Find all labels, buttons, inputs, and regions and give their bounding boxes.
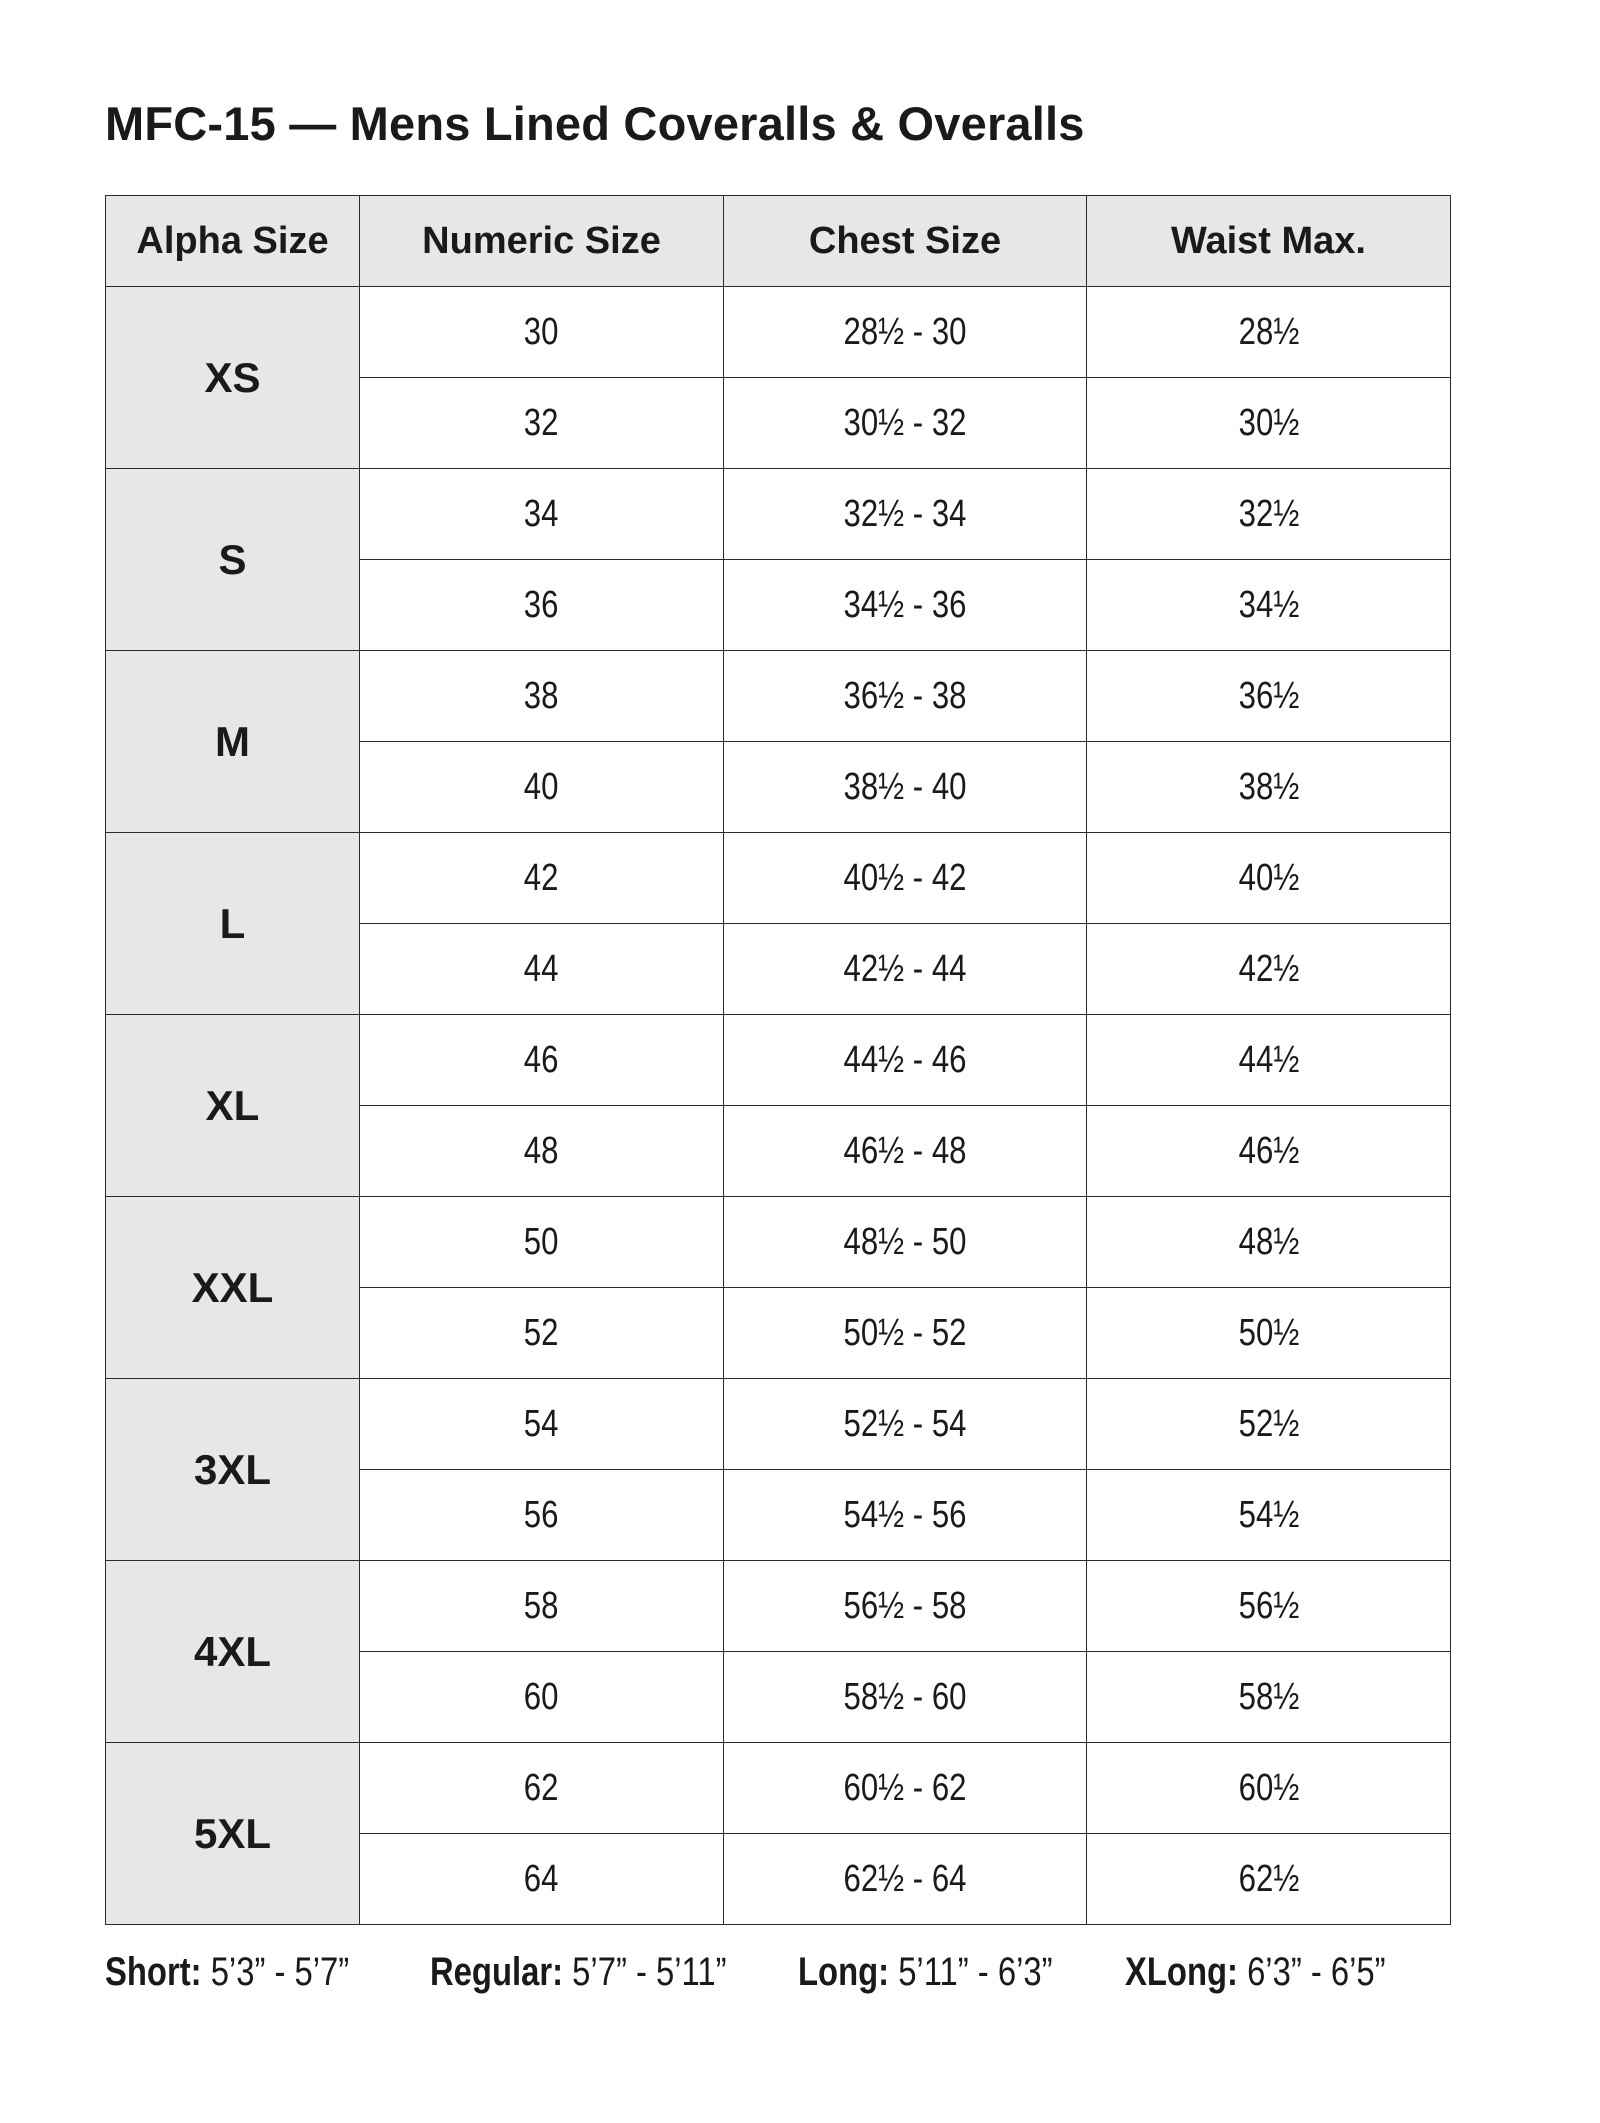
waist-value: 34½ <box>1238 583 1299 626</box>
chest-cell <box>724 651 1087 742</box>
numeric-cell <box>360 1015 724 1106</box>
chest-value: 40½ - 42 <box>843 856 967 899</box>
table-row <box>106 833 1451 924</box>
chest-value: 38½ - 40 <box>843 765 967 808</box>
table-header-row <box>106 196 1451 287</box>
waist-value: 38½ <box>1238 765 1299 808</box>
legend-short-value: 5’3” - 5’7” <box>210 1950 350 1994</box>
numeric-cell <box>360 287 724 378</box>
legend-regular <box>430 1950 727 1995</box>
table-row <box>106 1561 1451 1652</box>
alpha-size-cell: M <box>106 651 360 833</box>
chest-value: 34½ - 36 <box>843 583 967 626</box>
legend-xlong <box>1125 1950 1386 1995</box>
waist-cell <box>1087 1106 1451 1197</box>
waist-cell <box>1087 833 1451 924</box>
chest-cell <box>724 1106 1087 1197</box>
legend-xlong-label: XLong: <box>1125 1950 1238 1994</box>
legend-regular-label: Regular: <box>430 1950 564 1994</box>
chest-cell <box>724 1197 1087 1288</box>
table-row <box>106 1379 1451 1470</box>
waist-value: 52½ <box>1238 1402 1299 1445</box>
table-row <box>106 1015 1451 1106</box>
waist-value: 28½ <box>1238 310 1299 353</box>
chest-cell <box>724 469 1087 560</box>
waist-cell <box>1087 1015 1451 1106</box>
chest-value: 48½ - 50 <box>843 1220 967 1263</box>
numeric-value: 54 <box>524 1402 559 1445</box>
chest-value: 56½ - 58 <box>843 1584 967 1627</box>
chest-cell <box>724 833 1087 924</box>
numeric-cell <box>360 651 724 742</box>
waist-value: 48½ <box>1238 1220 1299 1263</box>
waist-value: 46½ <box>1238 1129 1299 1172</box>
table-row <box>106 651 1451 742</box>
numeric-value: 58 <box>524 1584 559 1627</box>
chest-value: 58½ - 60 <box>843 1675 967 1718</box>
numeric-cell <box>360 1652 724 1743</box>
chest-cell <box>724 742 1087 833</box>
waist-value: 58½ <box>1238 1675 1299 1718</box>
legend-regular-value: 5’7” - 5’11” <box>572 1950 727 1994</box>
table-row <box>106 1743 1451 1834</box>
numeric-value: 52 <box>524 1311 559 1354</box>
header-waist-max: Waist Max. <box>1087 196 1451 287</box>
chest-cell <box>724 1743 1087 1834</box>
table-row <box>106 469 1451 560</box>
chest-value: 42½ - 44 <box>843 947 967 990</box>
chest-cell <box>724 924 1087 1015</box>
waist-value: 30½ <box>1238 401 1299 444</box>
numeric-cell <box>360 1834 724 1925</box>
waist-value: 32½ <box>1238 492 1299 535</box>
header-chest-size: Chest Size <box>724 196 1087 287</box>
numeric-cell <box>360 1470 724 1561</box>
waist-cell <box>1087 1561 1451 1652</box>
numeric-value: 34 <box>524 492 559 535</box>
alpha-size-cell: XXL <box>106 1197 360 1379</box>
chest-value: 52½ - 54 <box>843 1402 967 1445</box>
waist-value: 60½ <box>1238 1766 1299 1809</box>
numeric-value: 36 <box>524 583 559 626</box>
waist-value: 56½ <box>1238 1584 1299 1627</box>
alpha-size-cell: XL <box>106 1015 360 1197</box>
waist-cell <box>1087 742 1451 833</box>
waist-cell <box>1087 1743 1451 1834</box>
numeric-value: 48 <box>524 1129 559 1172</box>
numeric-cell <box>360 378 724 469</box>
numeric-value: 50 <box>524 1220 559 1263</box>
chest-cell <box>724 1288 1087 1379</box>
chest-cell <box>724 1379 1087 1470</box>
header-alpha-size: Alpha Size <box>106 196 360 287</box>
chest-value: 30½ - 32 <box>843 401 967 444</box>
chest-cell <box>724 1470 1087 1561</box>
legend-xlong-value: 6’3” - 6’5” <box>1247 1950 1386 1994</box>
numeric-value: 62 <box>524 1766 559 1809</box>
numeric-cell <box>360 1743 724 1834</box>
waist-cell <box>1087 1197 1451 1288</box>
numeric-value: 42 <box>524 856 559 899</box>
waist-cell <box>1087 924 1451 1015</box>
table-row <box>106 1197 1451 1288</box>
waist-cell <box>1087 287 1451 378</box>
numeric-cell <box>360 742 724 833</box>
chest-value: 50½ - 52 <box>843 1311 967 1354</box>
numeric-cell <box>360 833 724 924</box>
numeric-cell <box>360 1197 724 1288</box>
numeric-value: 40 <box>524 765 559 808</box>
chest-cell <box>724 378 1087 469</box>
waist-cell <box>1087 1834 1451 1925</box>
numeric-value: 60 <box>524 1675 559 1718</box>
numeric-cell <box>360 1106 724 1197</box>
waist-value: 50½ <box>1238 1311 1299 1354</box>
waist-cell <box>1087 469 1451 560</box>
chest-value: 44½ - 46 <box>843 1038 967 1081</box>
table-body <box>106 287 1451 1925</box>
chest-value: 28½ - 30 <box>843 310 967 353</box>
numeric-cell <box>360 924 724 1015</box>
waist-value: 42½ <box>1238 947 1299 990</box>
waist-cell <box>1087 1288 1451 1379</box>
chest-value: 54½ - 56 <box>843 1493 967 1536</box>
legend-short <box>105 1950 349 1995</box>
chest-value: 46½ - 48 <box>843 1129 967 1172</box>
numeric-value: 30 <box>524 310 559 353</box>
chest-value: 36½ - 38 <box>843 674 967 717</box>
chest-value: 62½ - 64 <box>843 1857 967 1900</box>
chest-cell <box>724 1561 1087 1652</box>
numeric-cell <box>360 1288 724 1379</box>
page-title: MFC-15 — Mens Lined Coveralls & Overalls <box>105 97 1085 150</box>
alpha-size-cell: 4XL <box>106 1561 360 1743</box>
chest-value: 32½ - 34 <box>843 492 967 535</box>
header-numeric-size: Numeric Size <box>360 196 724 287</box>
chest-cell <box>724 1652 1087 1743</box>
legend-short-label: Short: <box>105 1950 202 1994</box>
waist-value: 62½ <box>1238 1857 1299 1900</box>
alpha-size-cell: XS <box>106 287 360 469</box>
chest-cell <box>724 560 1087 651</box>
numeric-cell <box>360 1379 724 1470</box>
legend-long-value: 5’11” - 6’3” <box>898 1950 1053 1994</box>
alpha-size-cell: 3XL <box>106 1379 360 1561</box>
alpha-size-cell: L <box>106 833 360 1015</box>
size-chart-table <box>105 195 1451 1925</box>
numeric-value: 32 <box>524 401 559 444</box>
height-legend <box>105 1950 1450 2010</box>
waist-value: 44½ <box>1238 1038 1299 1081</box>
waist-value: 36½ <box>1238 674 1299 717</box>
legend-long-label: Long: <box>798 1950 890 1994</box>
waist-cell <box>1087 560 1451 651</box>
waist-value: 40½ <box>1238 856 1299 899</box>
numeric-value: 44 <box>524 947 559 990</box>
numeric-cell <box>360 1561 724 1652</box>
waist-cell <box>1087 651 1451 742</box>
waist-cell <box>1087 1379 1451 1470</box>
numeric-value: 64 <box>524 1857 559 1900</box>
chest-value: 60½ - 62 <box>843 1766 967 1809</box>
table-row <box>106 287 1451 378</box>
chest-cell <box>724 287 1087 378</box>
legend-long <box>798 1950 1053 1995</box>
waist-cell <box>1087 1470 1451 1561</box>
numeric-value: 46 <box>524 1038 559 1081</box>
waist-cell <box>1087 1652 1451 1743</box>
numeric-cell <box>360 560 724 651</box>
waist-cell <box>1087 378 1451 469</box>
chest-cell <box>724 1834 1087 1925</box>
alpha-size-cell: S <box>106 469 360 651</box>
alpha-size-cell: 5XL <box>106 1743 360 1925</box>
numeric-cell <box>360 469 724 560</box>
numeric-value: 38 <box>524 674 559 717</box>
chest-cell <box>724 1015 1087 1106</box>
waist-value: 54½ <box>1238 1493 1299 1536</box>
numeric-value: 56 <box>524 1493 559 1536</box>
